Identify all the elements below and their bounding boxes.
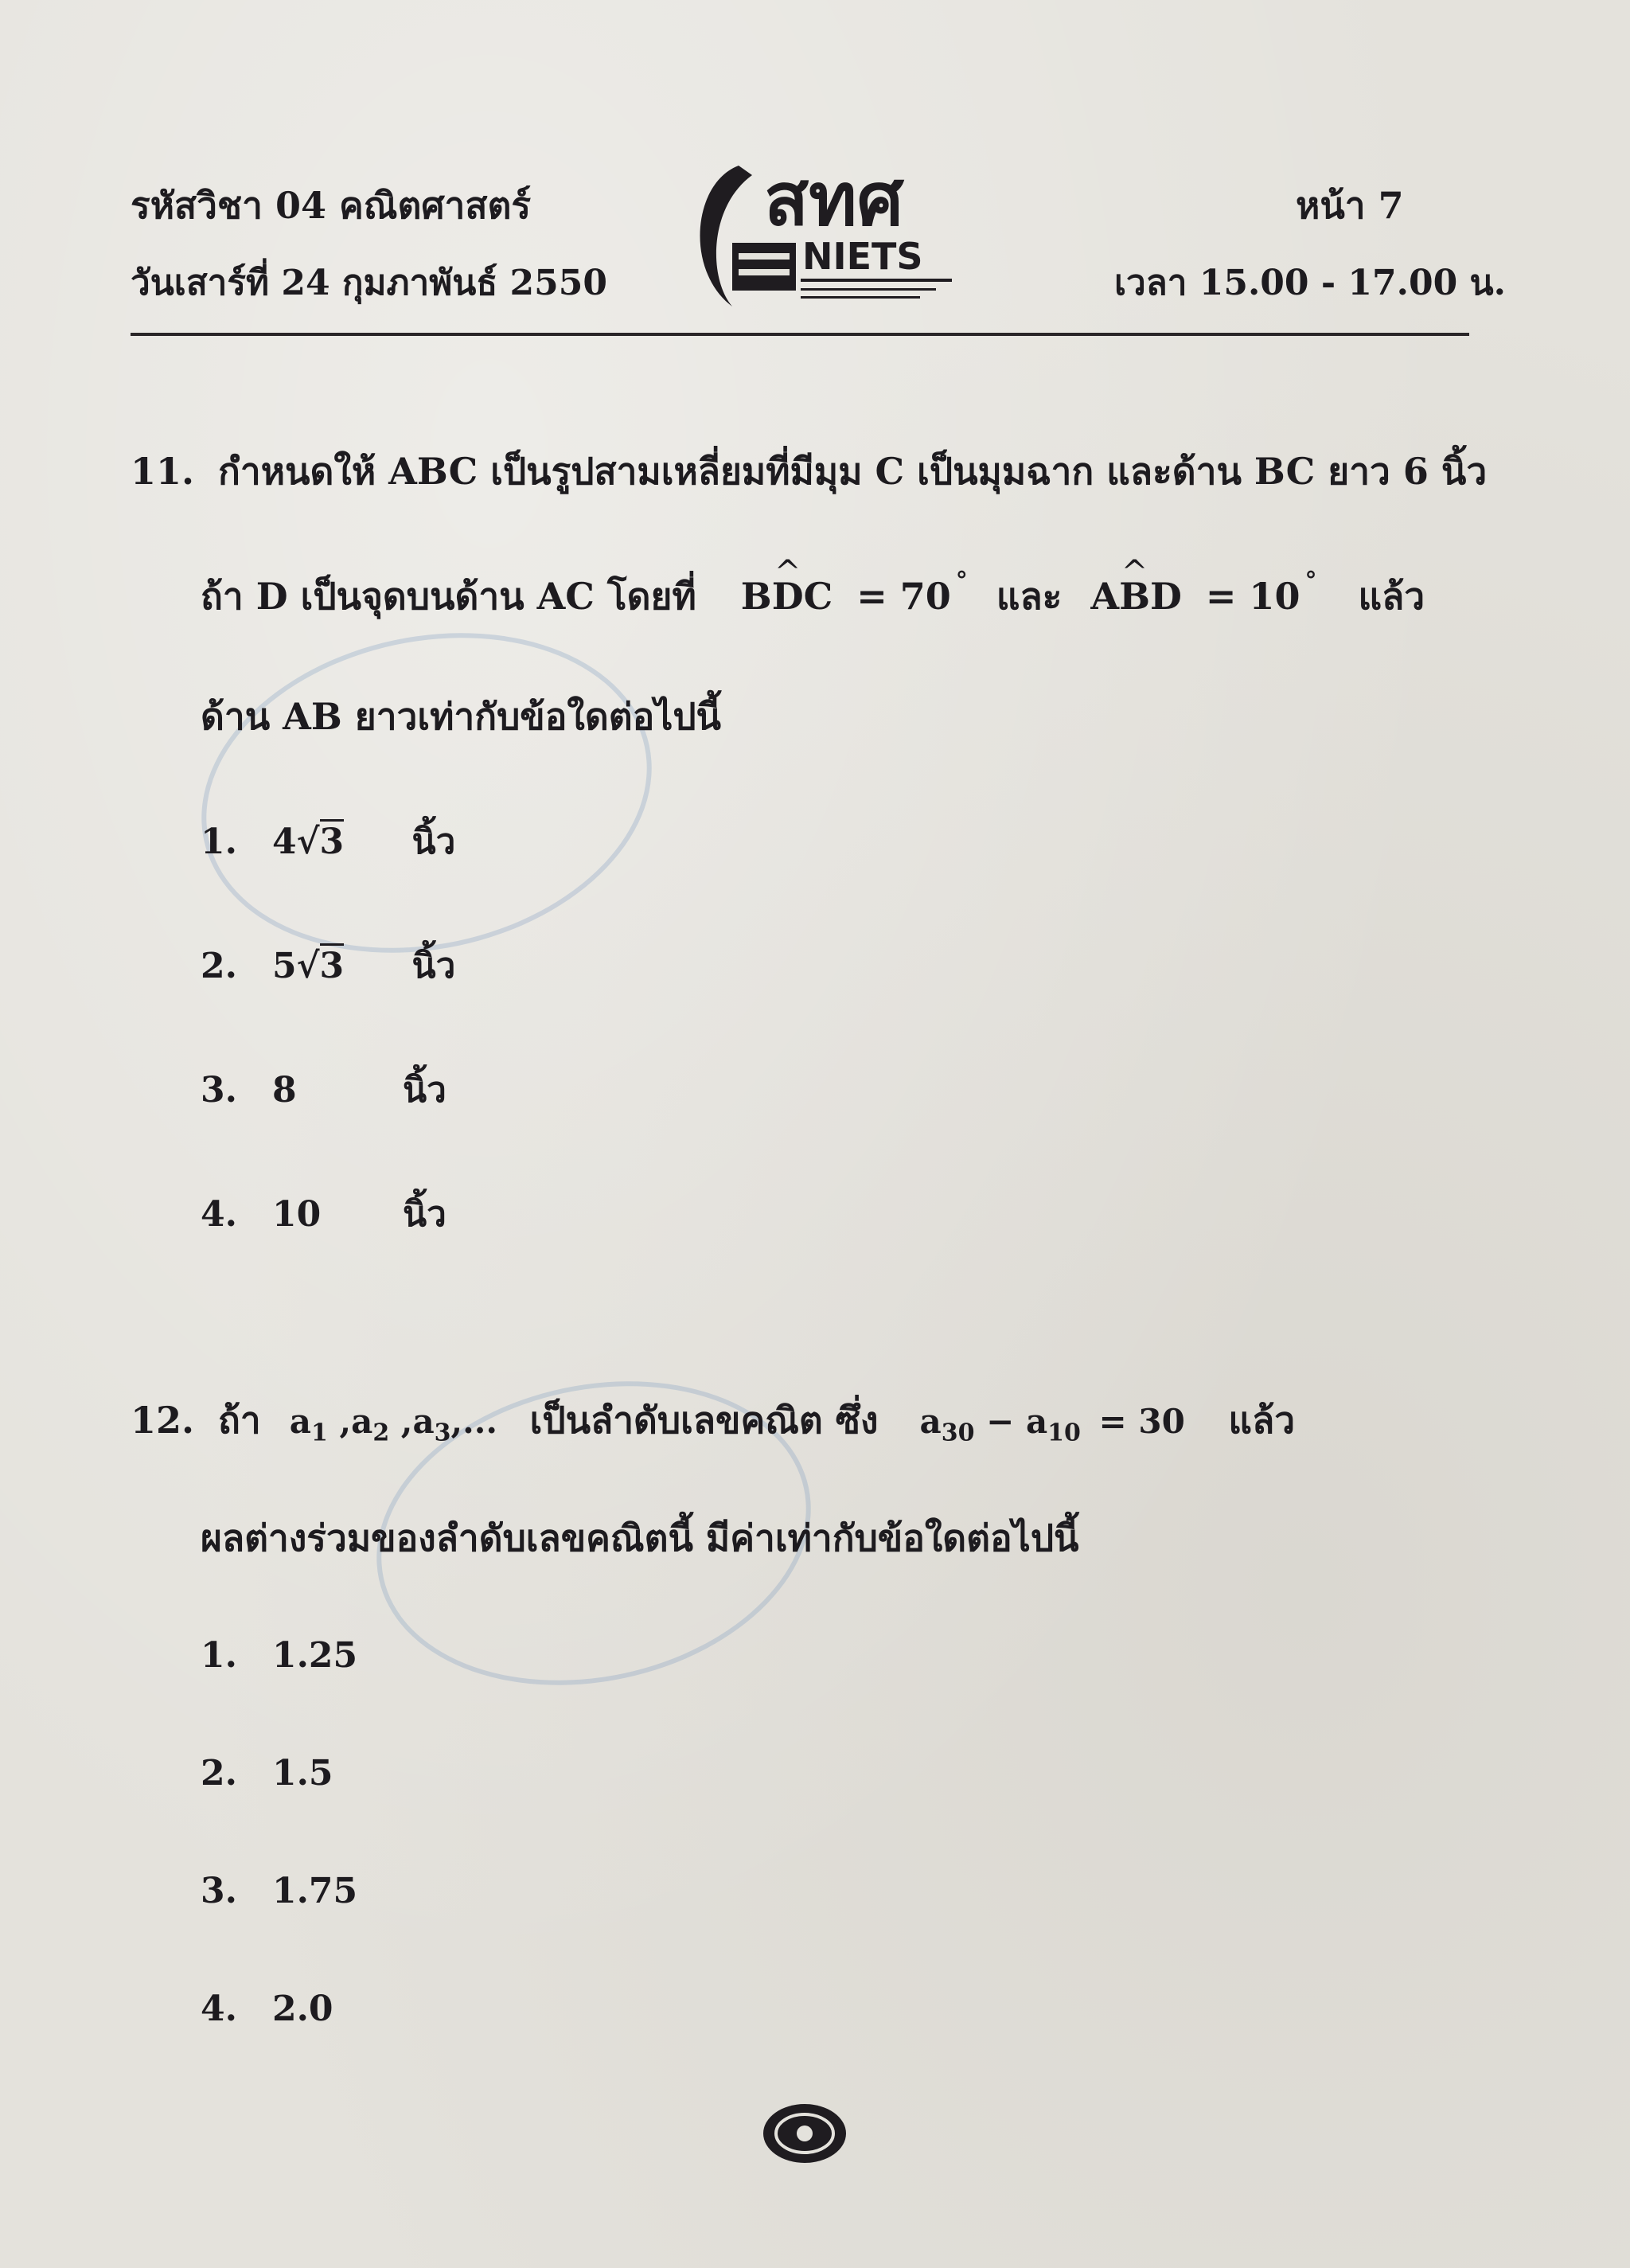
q12-option-2 (201, 1753, 333, 1794)
term-a: a (289, 1402, 311, 1441)
option-radicand: 3 (320, 819, 345, 862)
header-rule (131, 333, 1469, 336)
degree-symbol: ° (1304, 567, 1317, 595)
ellipsis: ,... (450, 1402, 498, 1441)
if-word: ถ้า (218, 1399, 261, 1442)
question-11-line-2 (201, 567, 1425, 626)
option-value: 8 (272, 1070, 297, 1111)
angle-bdc (740, 567, 981, 618)
option-value: 2.0 (272, 1989, 333, 2029)
option-coefficient: 4 (272, 822, 297, 862)
term-a: a (412, 1402, 435, 1441)
option-number: 4. (201, 1989, 237, 2029)
option-unit: นิ้ว (411, 946, 456, 986)
q12-option-1 (201, 1635, 357, 1676)
option-unit: นิ้ว (403, 1070, 446, 1111)
minus-sign: − (986, 1402, 1015, 1441)
q11-option-4 (201, 1186, 446, 1242)
subscript: 2 (372, 1419, 390, 1447)
q11-option-3 (201, 1062, 446, 1118)
difference-expression (919, 1402, 1197, 1447)
option-number: 2. (201, 1753, 237, 1794)
option-number: 4. (201, 1194, 237, 1235)
angle-abd (1090, 567, 1329, 618)
exam-date: วันเสาร์ที่ 24 กุมภาพันธ์ 2550 (131, 263, 607, 303)
degree-symbol: ° (955, 567, 968, 595)
option-radicand: 3 (320, 943, 345, 986)
question-12-line-2: ผลต่างร่วมของลำดับเลขคณิตนี้ มีค่าเท่ากับข้อใดต่อไปนี้ (201, 1517, 1079, 1559)
option-value: 1.25 (272, 1635, 358, 1676)
vertex-d: D (1149, 575, 1182, 618)
equals-value: = 30 (1098, 1402, 1185, 1441)
logo-thai-text: สทศ (764, 157, 904, 242)
question-11-line-1 (131, 443, 1487, 501)
then-word: แล้ว (1358, 575, 1425, 618)
option-value: 10 (272, 1194, 322, 1235)
term-a: a (351, 1402, 373, 1441)
q12-option-4 (201, 1989, 333, 2029)
term-a: a (919, 1402, 942, 1441)
then-word: แล้ว (1228, 1399, 1296, 1442)
option-value: 1.75 (272, 1871, 358, 1911)
vertex-b: B (740, 575, 772, 618)
logo-en-text: NIETS (802, 235, 923, 278)
sqrt-icon: √ (296, 946, 320, 986)
vertex-c: C (803, 575, 833, 618)
q11-option-1 (201, 814, 455, 869)
vertex-b-hat: ^ B (1119, 575, 1150, 618)
question-11-line-3: ด้าน AB ยาวเท่ากับข้อใดต่อไปนี้ (201, 695, 721, 738)
footer-emblem-icon (761, 2102, 848, 2165)
angle-value: = 10 (1205, 575, 1300, 618)
q12-option-3 (201, 1871, 357, 1911)
option-unit: นิ้ว (403, 1194, 446, 1235)
option-unit: นิ้ว (411, 822, 456, 862)
page-number: หน้า 7 (1296, 184, 1404, 227)
conjunction: และ (996, 575, 1063, 618)
sequence-terms: $a_1$ $,a_2$ $,a_3$,... (289, 1402, 498, 1447)
question-text: เป็นลำดับเลขคณิต ซึ่ง (529, 1399, 879, 1442)
option-number: 1. (201, 822, 237, 862)
subscript: 10 (1047, 1419, 1081, 1447)
niets-logo (677, 151, 979, 318)
question-number: 12. (131, 1399, 195, 1442)
subscript: 1 (310, 1419, 328, 1447)
question-number: 11. (131, 450, 195, 493)
option-number: 3. (201, 1871, 237, 1911)
option-number: 3. (201, 1070, 237, 1111)
subscript: 3 (434, 1419, 451, 1447)
vertex-d-hat: ^ D (772, 575, 804, 618)
option-number: 1. (201, 1635, 237, 1676)
question-text: ถ้า D เป็นจุดบนด้าน AC โดยที่ (201, 575, 696, 618)
subject-code: รหัสวิชา 04 คณิตศาสตร์ (131, 184, 532, 227)
question-12-line-1 (131, 1392, 1295, 1450)
vertex-a: A (1090, 575, 1120, 618)
question-text: กำหนดให้ ABC เป็นรูปสามเหลี่ยมที่มีมุม C เป็นมุมฉาก และด้าน BC ยาว 6 นิ้ว (218, 450, 1488, 493)
q11-option-2 (201, 938, 455, 993)
option-value: 1.5 (272, 1753, 333, 1794)
option-coefficient: 5 (272, 946, 297, 986)
term-a: a (1025, 1402, 1048, 1441)
option-number: 2. (201, 946, 237, 986)
angle-value: = 70 (856, 575, 951, 618)
subscript: 30 (941, 1419, 975, 1447)
sqrt-icon: √ (296, 822, 320, 862)
exam-time: เวลา 15.00 - 17.00 น. (1114, 263, 1506, 303)
